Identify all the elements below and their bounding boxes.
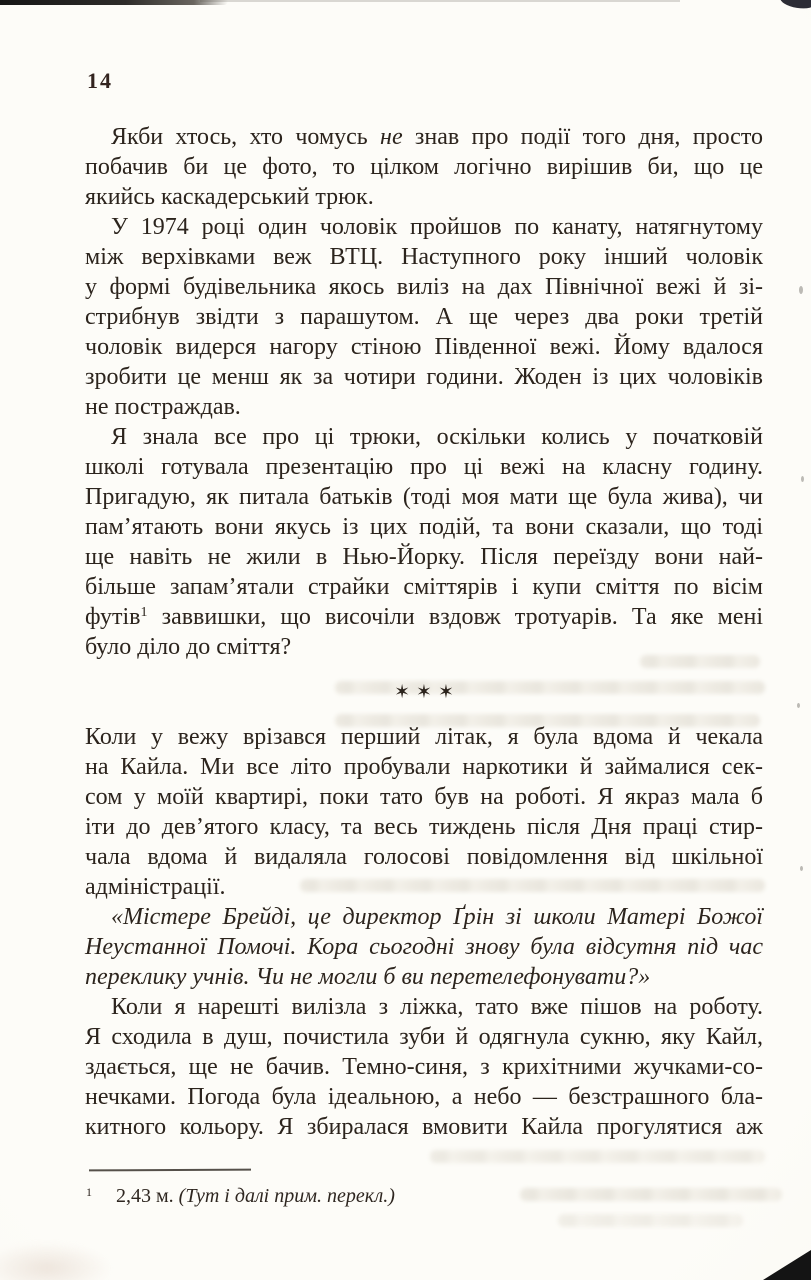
text-line	[85, 272, 763, 302]
text-line	[85, 842, 763, 872]
text-segment: Я сходила в душ, почистила зуби й одягнула сукню, яку Кайл,	[85, 1024, 763, 1050]
text-segment: чала вдома й видаляла голосові повідомлення від шкільної	[85, 844, 763, 870]
scan-smudge-artifact	[0, 1242, 112, 1280]
page-number: 14	[87, 68, 113, 93]
text-segment: знав про події того дня, просто	[402, 124, 763, 150]
scan-edge-artifact	[200, 0, 680, 2]
text-line	[85, 872, 763, 902]
footnote-measure: 2,43 м.	[116, 1185, 179, 1207]
bleedthrough-text-artifact	[558, 1214, 743, 1227]
text-segment: заввишки, що височіли вздовж тротуарів. Та яке мені	[147, 604, 763, 630]
text-block	[85, 122, 763, 1142]
text-line	[85, 1052, 763, 1082]
text-line	[85, 932, 763, 962]
text-line	[85, 1082, 763, 1112]
text-line	[85, 182, 763, 212]
text-segment: було діло до сміття?	[85, 634, 292, 660]
text-segment: Пригадую, як питала батьків (тоді моя мати ще була жива), чи	[85, 484, 763, 510]
text-segment: пам’ятають вони якусь із цих подій, та вони сказали, що тоді	[85, 514, 763, 540]
scan-speck-artifact	[800, 866, 803, 871]
text-line	[85, 302, 763, 332]
text-segment: Я знала все про ці трюки, оскільки колись у початковій	[111, 424, 763, 450]
text-line	[85, 1022, 763, 1052]
text-segment: здається, ще не бачив. Темно-синя, з крихітними жучками-со-	[85, 1054, 763, 1080]
text-segment: між верхівками веж ВТЦ. Наступного року інший чоловік	[85, 244, 763, 270]
text-segment: Якби хтось, хто чомусь	[111, 124, 381, 150]
text-segment: у формі будівельника якось виліз на дах Північної вежі й зі-	[85, 274, 763, 300]
text-line	[85, 512, 763, 542]
text-segment: переклику учнів. Чи не могли б ви перетелефонувати?»	[85, 964, 651, 990]
text-segment: адміністрації.	[85, 874, 226, 900]
text-line	[85, 542, 763, 572]
text-line	[85, 242, 763, 272]
text-segment: школі готувала презентацію про ці вежі на класну годину.	[85, 454, 763, 480]
text-line	[85, 722, 763, 752]
text-line	[85, 482, 763, 512]
text-segment: чоловік видерся нагору стіною Південної вежі. Йому вдалося	[85, 334, 763, 360]
text-line	[85, 602, 763, 632]
text-line	[85, 332, 763, 362]
text-segment: якийсь каскадерський трюк.	[85, 184, 374, 210]
scan-speck-artifact	[801, 476, 804, 482]
text-line	[85, 752, 763, 782]
scan-corner-artifact	[779, 0, 811, 11]
scan-edge-artifact	[0, 0, 228, 5]
footnote-translator-note: (Тут і далі прим. перекл.)	[178, 1185, 395, 1207]
text-segment: не постраждав.	[85, 394, 241, 420]
text-line	[85, 392, 763, 422]
text-line	[85, 422, 763, 452]
text-segment: У 1974 році один чоловік пройшов по канату, натягнутому	[111, 214, 763, 240]
text-segment: стрибнув звідти з парашутом. А ще через два роки третій	[85, 304, 763, 330]
text-line	[85, 812, 763, 842]
text-line	[85, 362, 763, 392]
text-segment: іти до дев’ятого класу, та весь тиждень після Дня праці стир-	[85, 814, 763, 840]
text-segment: більше запам’ятали страйки сміттярів і купи сміття по вісім	[85, 574, 763, 600]
scan-speck-artifact	[797, 703, 800, 708]
text-line	[85, 122, 763, 152]
text-segment: китного кольору. Я збиралася вмовити Кайла прогулятися аж	[85, 1114, 763, 1140]
text-segment: сом у моїй квартирі, поки тато був на роботі. Я якраз мала б	[85, 784, 763, 810]
text-segment: футів	[85, 604, 141, 630]
text-line	[85, 962, 763, 992]
text-segment: нечками. Погода була ідеальною, а небо — безстрашного бла-	[85, 1084, 763, 1110]
text-segment: на Кайла. Ми все літо пробували наркотики й займалися сек-	[85, 754, 763, 780]
footnote-marker: 1	[86, 1185, 92, 1199]
section-separator: ✶✶✶	[394, 681, 460, 703]
text-line	[85, 992, 763, 1022]
text-segment: зробити це менш як за чотири години. Жоден із цих чоловіків	[85, 364, 763, 390]
text-line	[85, 572, 763, 602]
bleedthrough-text-artifact	[430, 1150, 765, 1163]
text-line	[85, 452, 763, 482]
page-corner-fold-artifact	[763, 1250, 811, 1280]
text-line	[85, 902, 763, 932]
text-line	[85, 212, 763, 242]
footnote-rule	[89, 1169, 251, 1172]
text-segment: ще навіть не жили в Нью-Йорку. Після переїзду вони най-	[85, 544, 763, 570]
text-line	[85, 782, 763, 812]
scan-speck-artifact	[799, 286, 803, 294]
text-segment: Неустанної Помочі. Кора сьогодні знову була відсутня під час	[85, 934, 763, 960]
text-segment: побачив би це фото, то цілком логічно вирішив би, що це	[85, 154, 763, 180]
footnote-reference: 1	[140, 605, 148, 620]
text-segment: «Містере Брейді, це директор Ґрін зі школи Матері Божої	[111, 904, 763, 930]
text-segment: Коли я нарешті вилізла з ліжка, тато вже пішов на роботу.	[111, 994, 763, 1020]
text-line	[85, 1112, 763, 1142]
text-segment: Коли у вежу врізався перший літак, я була вдома й чекала	[85, 724, 763, 750]
text-line	[85, 152, 763, 182]
text-line	[85, 632, 763, 662]
italic-segment: не	[380, 124, 403, 150]
footnote	[86, 1182, 726, 1210]
